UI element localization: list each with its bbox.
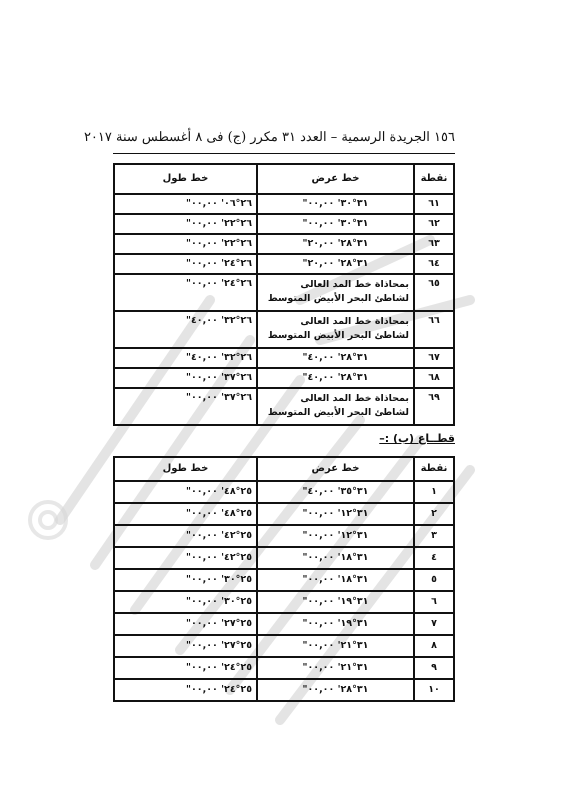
table-row [114, 368, 454, 388]
longitude-cell: ٢٦°٢٢' ٠٠,٠٠" [114, 214, 257, 234]
latitude-cell: ٣١°٢٨' ٢٠,٠٠" [257, 254, 414, 274]
latitude-cell: ٣١°١٢' ٠٠,٠٠" [257, 503, 414, 525]
latitude-cell: بمحاذاة خط المد العالى لشاطئ البحر الأبيض المتوسط [257, 311, 414, 348]
table-row [114, 388, 454, 425]
longitude-cell: ٢٥°٣٠' ٠٠,٠٠" [114, 591, 257, 613]
table-row [114, 348, 454, 368]
point-cell: ١٠ [414, 679, 454, 701]
latitude-cell: بمحاذاة خط المد العالى لشاطئ البحر الأبيض المتوسط [257, 388, 414, 425]
latitude-cell: بمحاذاة خط المد العالى لشاطئ البحر الأبيض المتوسط [257, 274, 414, 311]
longitude-cell: ٢٥°٤٢' ٠٠,٠٠" [114, 525, 257, 547]
point-cell: ٩ [414, 657, 454, 679]
table-row [114, 569, 454, 591]
point-cell: ٦٣ [414, 234, 454, 254]
table-header-row [114, 457, 454, 481]
latitude-cell: ٣١°٣٠' ٠٠,٠٠" [257, 214, 414, 234]
coordinates-table-a [113, 163, 455, 426]
latitude-cell: ٣١°١٢' ٠٠,٠٠" [257, 525, 414, 547]
table-row [114, 591, 454, 613]
longitude-cell: ٢٦°٢٤' ٠٠,٠٠" [114, 254, 257, 274]
column-header-point: نقطة [414, 164, 454, 194]
longitude-cell: ٢٦°٠٦' ٠٠,٠٠" [114, 194, 257, 214]
point-cell: ٣ [414, 525, 454, 547]
table-row [114, 194, 454, 214]
column-header-latitude: خط عرض [257, 457, 414, 481]
point-cell: ٦٧ [414, 348, 454, 368]
longitude-cell: ٢٥°٤٨' ٠٠,٠٠" [114, 481, 257, 503]
point-cell: ٦٢ [414, 214, 454, 234]
table-row [114, 525, 454, 547]
point-cell: ٦٨ [414, 368, 454, 388]
longitude-cell: ٢٦°٣٧' ٠٠,٠٠" [114, 368, 257, 388]
longitude-cell: ٢٥°٢٧' ٠٠,٠٠" [114, 635, 257, 657]
column-header-longitude: خط طول [114, 164, 257, 194]
longitude-cell: ٢٥°٢٤' ٠٠,٠٠" [114, 657, 257, 679]
table-row [114, 679, 454, 701]
point-cell: ٦٥ [414, 274, 454, 311]
longitude-cell: ٢٥°٢٧' ٠٠,٠٠" [114, 613, 257, 635]
latitude-cell: ٣١°٢٨' ٤٠,٠٠" [257, 348, 414, 368]
column-header-point: نقطة [414, 457, 454, 481]
point-cell: ٤ [414, 547, 454, 569]
table-header-row [114, 164, 454, 194]
latitude-cell: ٣١°١٨' ٠٠,٠٠" [257, 569, 414, 591]
latitude-cell: ٣١°٣٠' ٠٠,٠٠" [257, 194, 414, 214]
table-row [114, 254, 454, 274]
header-divider [113, 153, 455, 154]
longitude-cell: ٢٥°٤٨' ٠٠,٠٠" [114, 503, 257, 525]
point-cell: ٦١ [414, 194, 454, 214]
table-row [114, 214, 454, 234]
table-row [114, 613, 454, 635]
point-cell: ١ [414, 481, 454, 503]
longitude-cell: ٢٥°٣٠' ٠٠,٠٠" [114, 569, 257, 591]
longitude-cell: ٢٦°٣٧' ٠٠,٠٠" [114, 388, 257, 425]
table-row [114, 547, 454, 569]
table-row [114, 311, 454, 348]
latitude-cell: ٣١°٣٥' ٤٠,٠٠" [257, 481, 414, 503]
point-cell: ٦٦ [414, 311, 454, 348]
latitude-cell: ٣١°٢١' ٠٠,٠٠" [257, 635, 414, 657]
longitude-cell: ٢٥°٢٤' ٠٠,٠٠" [114, 679, 257, 701]
table-row [114, 481, 454, 503]
sector-b-title: قطــاع (ب) :– [379, 432, 455, 445]
longitude-cell: ٢٦°٢٤' ٠٠,٠٠" [114, 274, 257, 311]
table-row [114, 234, 454, 254]
table-row [114, 657, 454, 679]
latitude-cell: ٣١°٢٨' ٤٠,٠٠" [257, 368, 414, 388]
longitude-cell: ٢٥°٤٢' ٠٠,٠٠" [114, 547, 257, 569]
table-row [114, 635, 454, 657]
table-row [114, 503, 454, 525]
point-cell: ٢ [414, 503, 454, 525]
latitude-cell: ٣١°٢١' ٠٠,٠٠" [257, 657, 414, 679]
column-header-latitude: خط عرض [257, 164, 414, 194]
latitude-cell: ٣١°١٩' ٠٠,٠٠" [257, 591, 414, 613]
table-row [114, 274, 454, 311]
latitude-cell: ٣١°٢٨' ٠٠,٠٠" [257, 679, 414, 701]
coordinates-table-b [113, 456, 455, 702]
latitude-cell: ٣١°٢٨' ٢٠,٠٠" [257, 234, 414, 254]
latitude-cell: ٣١°١٩' ٠٠,٠٠" [257, 613, 414, 635]
point-cell: ٥ [414, 569, 454, 591]
point-cell: ٧ [414, 613, 454, 635]
point-cell: ٨ [414, 635, 454, 657]
point-cell: ٦٤ [414, 254, 454, 274]
page-header: ١٥٦ الجريدة الرسمية – العدد ٣١ مكرر (ج) فى ٨ أغسطس سنة ٢٠١٧ [83, 130, 455, 145]
latitude-cell: ٣١°١٨' ٠٠,٠٠" [257, 547, 414, 569]
point-cell: ٦٩ [414, 388, 454, 425]
longitude-cell: ٢٦°٢٢' ٠٠,٠٠" [114, 234, 257, 254]
longitude-cell: ٢٦°٣٢' ٤٠,٠٠" [114, 348, 257, 368]
point-cell: ٦ [414, 591, 454, 613]
column-header-longitude: خط طول [114, 457, 257, 481]
longitude-cell: ٢٦°٣٢' ٤٠,٠٠" [114, 311, 257, 348]
